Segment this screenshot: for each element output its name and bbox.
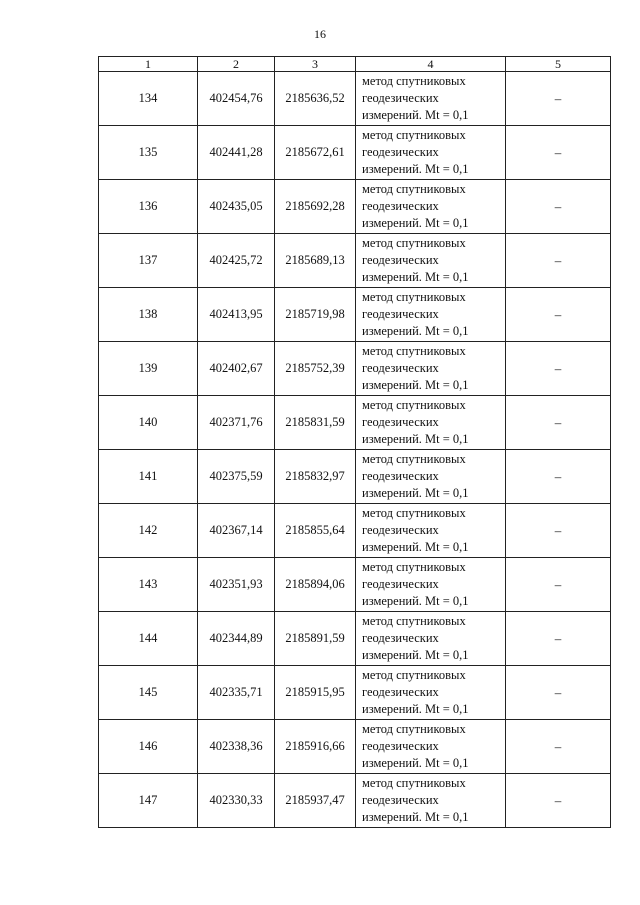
header-col-1: 1 (99, 57, 198, 72)
x-coordinate-cell: 402351,93 (198, 558, 275, 612)
y-coordinate-cell: 2185916,66 (275, 720, 356, 774)
method-line: геодезических (362, 523, 439, 537)
note-cell: – (506, 342, 611, 396)
method-cell (356, 666, 506, 720)
point-number-cell: 136 (99, 180, 198, 234)
method-line: геодезических (362, 91, 439, 105)
method-line: измерений. Mt = 0,1 (362, 810, 469, 824)
method-line: метод спутниковых (362, 344, 466, 358)
note-cell: – (506, 450, 611, 504)
note-cell: – (506, 234, 611, 288)
method-cell (356, 288, 506, 342)
x-coordinate-cell: 402454,76 (198, 72, 275, 126)
point-number-cell: 144 (99, 612, 198, 666)
note-cell: – (506, 720, 611, 774)
table-row (99, 558, 611, 612)
point-number-cell: 145 (99, 666, 198, 720)
x-coordinate-cell: 402330,33 (198, 774, 275, 828)
method-line: геодезических (362, 361, 439, 375)
method-line: метод спутниковых (362, 398, 466, 412)
point-number-cell: 141 (99, 450, 198, 504)
point-number-cell: 139 (99, 342, 198, 396)
point-number-cell: 143 (99, 558, 198, 612)
y-coordinate-cell: 2185891,59 (275, 612, 356, 666)
method-line: геодезических (362, 577, 439, 591)
x-coordinate-cell: 402435,05 (198, 180, 275, 234)
x-coordinate-cell: 402338,36 (198, 720, 275, 774)
point-number-cell: 138 (99, 288, 198, 342)
point-number-cell: 142 (99, 504, 198, 558)
method-line: геодезических (362, 793, 439, 807)
y-coordinate-cell: 2185672,61 (275, 126, 356, 180)
method-line: метод спутниковых (362, 290, 466, 304)
note-cell: – (506, 180, 611, 234)
y-coordinate-cell: 2185689,13 (275, 234, 356, 288)
x-coordinate-cell: 402402,67 (198, 342, 275, 396)
method-line: измерений. Mt = 0,1 (362, 540, 469, 554)
y-coordinate-cell: 2185832,97 (275, 450, 356, 504)
method-cell (356, 180, 506, 234)
table-row (99, 180, 611, 234)
method-cell (356, 720, 506, 774)
method-line: метод спутниковых (362, 506, 466, 520)
method-line: метод спутниковых (362, 668, 466, 682)
method-line: метод спутниковых (362, 128, 466, 142)
point-number-cell: 140 (99, 396, 198, 450)
point-number-cell: 147 (99, 774, 198, 828)
method-line: измерений. Mt = 0,1 (362, 648, 469, 662)
x-coordinate-cell: 402371,76 (198, 396, 275, 450)
point-number-cell: 146 (99, 720, 198, 774)
note-cell: – (506, 774, 611, 828)
method-line: метод спутниковых (362, 236, 466, 250)
point-number-cell: 135 (99, 126, 198, 180)
table-body (99, 72, 611, 828)
y-coordinate-cell: 2185719,98 (275, 288, 356, 342)
method-line: метод спутниковых (362, 776, 466, 790)
method-line: геодезических (362, 145, 439, 159)
method-line: геодезических (362, 199, 439, 213)
note-cell: – (506, 666, 611, 720)
method-cell (356, 126, 506, 180)
method-line: измерений. Mt = 0,1 (362, 594, 469, 608)
method-line: измерений. Mt = 0,1 (362, 432, 469, 446)
note-cell: – (506, 288, 611, 342)
x-coordinate-cell: 402335,71 (198, 666, 275, 720)
method-line: геодезических (362, 469, 439, 483)
method-line: измерений. Mt = 0,1 (362, 378, 469, 392)
table-row (99, 774, 611, 828)
page-number: 16 (314, 27, 326, 41)
header-col-2: 2 (198, 57, 275, 72)
method-line: метод спутниковых (362, 182, 466, 196)
x-coordinate-cell: 402344,89 (198, 612, 275, 666)
method-cell (356, 558, 506, 612)
table-row (99, 504, 611, 558)
method-cell (356, 774, 506, 828)
method-line: метод спутниковых (362, 560, 466, 574)
method-line: метод спутниковых (362, 614, 466, 628)
y-coordinate-cell: 2185831,59 (275, 396, 356, 450)
table-row (99, 288, 611, 342)
table-row (99, 234, 611, 288)
header-col-3: 3 (275, 57, 356, 72)
table-row (99, 666, 611, 720)
x-coordinate-cell: 402413,95 (198, 288, 275, 342)
method-line: измерений. Mt = 0,1 (362, 756, 469, 770)
x-coordinate-cell: 402425,72 (198, 234, 275, 288)
method-line: геодезических (362, 415, 439, 429)
method-line: геодезических (362, 631, 439, 645)
method-line: геодезических (362, 739, 439, 753)
method-line: геодезических (362, 307, 439, 321)
method-cell (356, 72, 506, 126)
y-coordinate-cell: 2185692,28 (275, 180, 356, 234)
note-cell: – (506, 126, 611, 180)
method-cell (356, 612, 506, 666)
method-line: измерений. Mt = 0,1 (362, 108, 469, 122)
x-coordinate-cell: 402375,59 (198, 450, 275, 504)
method-line: измерений. Mt = 0,1 (362, 270, 469, 284)
method-line: измерений. Mt = 0,1 (362, 702, 469, 716)
y-coordinate-cell: 2185752,39 (275, 342, 356, 396)
point-number-cell: 137 (99, 234, 198, 288)
note-cell: – (506, 612, 611, 666)
point-number-cell: 134 (99, 72, 198, 126)
table-row (99, 720, 611, 774)
table-row (99, 450, 611, 504)
table-row (99, 396, 611, 450)
method-line: измерений. Mt = 0,1 (362, 162, 469, 176)
method-cell (356, 450, 506, 504)
method-line: метод спутниковых (362, 74, 466, 88)
method-line: геодезических (362, 253, 439, 267)
y-coordinate-cell: 2185894,06 (275, 558, 356, 612)
method-line: измерений. Mt = 0,1 (362, 216, 469, 230)
table-row (99, 342, 611, 396)
note-cell: – (506, 504, 611, 558)
method-line: измерений. Mt = 0,1 (362, 486, 469, 500)
x-coordinate-cell: 402441,28 (198, 126, 275, 180)
coordinates-table (98, 56, 611, 828)
method-cell (356, 342, 506, 396)
y-coordinate-cell: 2185915,95 (275, 666, 356, 720)
method-line: метод спутниковых (362, 452, 466, 466)
header-col-4: 4 (356, 57, 506, 72)
note-cell: – (506, 396, 611, 450)
x-coordinate-cell: 402367,14 (198, 504, 275, 558)
method-cell (356, 234, 506, 288)
method-cell (356, 396, 506, 450)
y-coordinate-cell: 2185855,64 (275, 504, 356, 558)
table-row (99, 126, 611, 180)
header-col-5: 5 (506, 57, 611, 72)
table-header-row (99, 57, 611, 72)
y-coordinate-cell: 2185636,52 (275, 72, 356, 126)
table-row (99, 612, 611, 666)
note-cell: – (506, 72, 611, 126)
y-coordinate-cell: 2185937,47 (275, 774, 356, 828)
method-line: измерений. Mt = 0,1 (362, 324, 469, 338)
method-line: геодезических (362, 685, 439, 699)
note-cell: – (506, 558, 611, 612)
method-line: метод спутниковых (362, 722, 466, 736)
table-row (99, 72, 611, 126)
method-cell (356, 504, 506, 558)
